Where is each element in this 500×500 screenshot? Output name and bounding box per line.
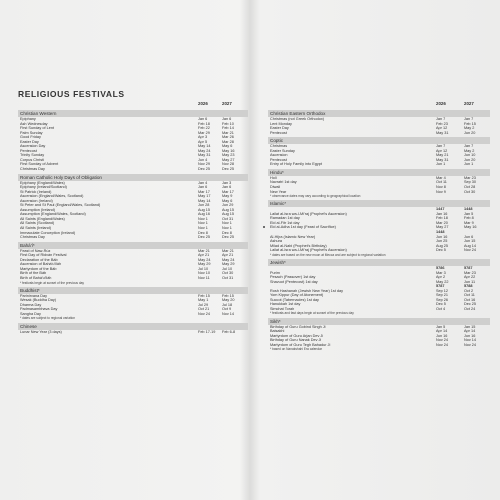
date-year-b: Jun 10: [464, 153, 476, 158]
date-year-b: Oct 31: [222, 216, 234, 221]
festival-name: Epiphany (England/Wales): [20, 180, 65, 185]
date-year-b: Jan 6: [222, 185, 232, 190]
date-year-a: Sep 26: [436, 297, 449, 302]
festival-name: Sangha Day: [20, 311, 41, 316]
date-year-a: May 24: [198, 257, 211, 262]
date-year-a: Mar 3: [436, 270, 446, 275]
festival-row: [18, 312, 248, 317]
date-year-b: Feb 6-8: [222, 329, 236, 334]
date-year-a: Nov 9: [436, 189, 446, 194]
festival-name: Assumption (England/Wales, Scotland): [20, 212, 86, 217]
festival-section: [18, 174, 248, 240]
date-year-b: May 6: [222, 144, 233, 149]
date-year-a: 5786: [436, 265, 445, 270]
date-year-a: Nov 24: [436, 342, 449, 347]
festival-name: All Saints (England/Wales): [20, 216, 65, 221]
date-year-a: Aug 16: [198, 212, 211, 217]
festival-section: [18, 110, 248, 172]
date-year-b: Feb 10: [222, 121, 234, 126]
section-header: Hindu*: [268, 169, 490, 176]
festival-name: Holi: [270, 175, 277, 180]
festival-name: Easter Day: [270, 126, 289, 131]
date-year-b: Mar 21: [222, 248, 234, 253]
festival-name: Padmasambhava Day: [20, 307, 58, 312]
date-year-b: Jun 11: [464, 279, 476, 284]
festival-name: Epiphany: [20, 117, 36, 121]
date-year-b: Oct 31: [222, 275, 234, 280]
date-year-a: Apr 2: [436, 275, 446, 280]
festival-section: [268, 318, 490, 352]
date-year-a: May 14: [198, 198, 211, 203]
date-year-b: Aug 15: [222, 207, 235, 212]
date-year-b: Aug 14: [464, 243, 477, 248]
festival-name: St Patrick (Ireland): [20, 189, 52, 194]
date-year-b: Oct 24: [464, 306, 476, 311]
festival-name: Christmas (not Greek Orthodox): [270, 117, 325, 121]
section-header: Chinese: [18, 323, 248, 330]
date-year-b: 5787: [464, 265, 473, 270]
date-year-a: 1448: [436, 230, 445, 235]
date-year-b: Dec 25: [464, 302, 477, 307]
date-year-a: 1447: [436, 207, 445, 212]
festival-name: Navratri 1st day: [270, 180, 297, 185]
section-footnote: * based on Nanakshahi Era calendar: [270, 347, 322, 352]
date-year-a: Jan 16: [436, 211, 448, 216]
festival-section: [268, 137, 490, 167]
festival-name: Rosh Hashanah (Jewish New Year) 1st day: [270, 288, 344, 293]
section-header: Islamic*: [268, 200, 490, 207]
festival-name: Shavuot (Pentecost) 1st day: [270, 279, 318, 284]
date-year-a: Oct 4: [436, 306, 446, 311]
section-header: Jewish*: [268, 259, 490, 266]
date-year-b: Feb 15: [222, 293, 234, 298]
date-year-b: Apr 21: [222, 253, 234, 258]
date-year-a: Nov 8: [436, 185, 446, 190]
date-year-b: Mar 28: [222, 139, 234, 144]
festival-name: Ascension of Bahá'u'lláh: [20, 262, 62, 267]
festival-name: Ascension (England/Wales, Scotland): [20, 194, 84, 199]
date-year-b: Apr 14: [464, 329, 476, 334]
date-year-a: Mar 17: [198, 189, 210, 194]
date-year-a: Jan 6: [198, 185, 208, 190]
date-year-b: Nov 24: [464, 342, 477, 347]
festival-section: [268, 110, 490, 135]
date-year-a: Feb 15: [198, 293, 210, 298]
date-year-b: May 16: [464, 225, 477, 230]
date-year-a: Oct 11: [436, 180, 447, 185]
date-year-b: Mar 21: [222, 130, 234, 135]
date-year-b: Oct 9: [222, 307, 232, 312]
date-year-a: May 22: [436, 279, 449, 284]
year-a: 2026: [436, 101, 446, 106]
date-year-a: Nov 29: [198, 162, 211, 167]
festival-name: Eid al-Adha 1st day (Feast of Sacrifice): [270, 225, 336, 230]
festival-name: Yom Kippur (Day of Atonement): [270, 293, 324, 298]
festival-name: Eid al-Fitr 1st day: [270, 220, 300, 225]
festival-name: All Saints (Scotland): [20, 221, 55, 226]
date-year-b: Oct 2: [464, 288, 474, 293]
date-year-a: Mar 21: [198, 248, 210, 253]
date-year-a: Jan 5: [436, 324, 446, 329]
festival-name: First Sunday of Advent: [20, 162, 59, 167]
date-year-b: Dec 25: [222, 167, 235, 172]
date-year-a: Jun 1: [436, 162, 446, 167]
date-year-a: Nov 1: [198, 226, 208, 231]
festival-name: Purim: [270, 270, 280, 275]
festival-name: Feast of Naw-Rúz: [20, 248, 51, 253]
festival-row: [268, 190, 490, 195]
date-year-b: May 24: [222, 257, 235, 262]
date-year-b: Nov 14: [464, 338, 477, 343]
date-year-b: Jun 20: [464, 157, 476, 162]
festival-name: Martyrdom of Guru Arjan Dev Ji: [270, 333, 324, 338]
festival-section: [18, 323, 248, 335]
date-year-a: May 31: [436, 130, 449, 135]
date-year-a: Apr 14: [436, 329, 448, 334]
date-year-a: Jan 7: [436, 117, 446, 121]
festival-name: Lunar New Year (3 days): [20, 329, 62, 334]
date-year-a: Apr 12: [436, 126, 448, 131]
festival-name: Birth of the Báb: [20, 271, 47, 276]
festival-row: [268, 131, 490, 136]
date-year-b: May 2: [464, 126, 475, 131]
festival-name: Christmas Day: [20, 235, 45, 240]
festival-name: Christmas Day: [20, 167, 45, 172]
festival-section: [18, 242, 248, 285]
section-footnote: * festivals begin at sunset of the previous day: [20, 280, 84, 285]
date-year-b: Nov 1: [222, 226, 232, 231]
section-header: Coptic: [268, 137, 490, 144]
date-year-a: Aug 15: [198, 207, 211, 212]
date-year-a: May 31: [436, 157, 449, 162]
date-year-a: Nov 24: [198, 311, 211, 316]
section-header: Christian Eastern Orthodox: [268, 110, 490, 117]
festival-name: Immaculate Conception (Ireland): [20, 230, 76, 235]
date-year-a: Dec 5: [436, 302, 446, 307]
festival-name: Ramadan 1st day: [270, 216, 300, 221]
festival-name: Easter Day: [20, 139, 39, 144]
date-year-b: Oct 16: [464, 297, 476, 302]
festival-row: [268, 343, 490, 348]
festival-name: New Year: [270, 189, 287, 194]
left-page: [18, 100, 248, 334]
festival-row: [268, 307, 490, 312]
page-title: RELIGIOUS FESTIVALS: [18, 89, 125, 99]
date-year-b: Jun 20: [464, 130, 476, 135]
date-year-b: Jul 18: [222, 302, 233, 307]
section-footnote: * dates are subject to regional variation: [20, 316, 76, 321]
date-year-a: Jun 4: [198, 157, 208, 162]
year-b: 2027: [464, 101, 474, 106]
festival-name: Epiphany (Ireland/Scotland): [20, 185, 67, 190]
date-year-b: Mar 17: [222, 189, 234, 194]
date-year-a: 5787: [436, 284, 445, 289]
date-year-a: Dec 25: [198, 235, 211, 240]
festival-name: Ash Wednesday: [20, 121, 48, 126]
date-year-b: Jan 15: [464, 324, 476, 329]
date-year-b: Oct 30: [222, 271, 234, 276]
date-year-a: Sep 21: [436, 293, 449, 298]
section-header: Buddhist*: [18, 287, 248, 294]
section-footnote: * festivals and fast days begin at sunset of the previous day: [270, 311, 354, 316]
date-year-a: May 27: [436, 225, 449, 230]
date-year-a: Jul 10: [198, 266, 209, 271]
festival-name: Corpus Christi: [20, 157, 45, 162]
date-year-b: Oct 11: [464, 293, 475, 298]
date-year-b: 1448: [464, 207, 473, 212]
festival-row: [18, 330, 248, 335]
date-year-b: May 27: [222, 157, 235, 162]
date-year-b: Oct 30: [464, 189, 476, 194]
date-year-b: Feb 15: [464, 121, 476, 126]
festival-name: Hanukkah 1st day: [270, 302, 301, 307]
festival-name: Baisakhi: [270, 329, 285, 334]
date-year-b: Sep 30: [464, 180, 477, 185]
date-year-b: Jul 10: [222, 266, 233, 271]
festival-row: [18, 167, 248, 172]
festival-section: [268, 259, 490, 316]
date-year-a: May 17: [198, 194, 211, 199]
date-year-b: May 6: [222, 198, 233, 203]
festival-name: Pesach (Passover) 1st day: [270, 275, 316, 280]
date-year-a: Apr 21: [198, 253, 210, 258]
date-year-a: Feb 17-19: [198, 329, 216, 334]
date-year-a: Feb 18: [436, 216, 448, 221]
section-footnote: * dates are based on the new moon at Mecca and are subject to regional variation: [270, 252, 386, 257]
date-year-a: Mar 29: [198, 130, 210, 135]
date-year-a: Feb 23: [436, 121, 448, 126]
festival-name: All Saints (Ireland): [20, 226, 52, 231]
festival-section: [268, 169, 490, 198]
year-a: 2026: [198, 101, 208, 106]
date-year-b: Jan 6: [222, 117, 232, 121]
date-year-b: Jan 5: [464, 211, 474, 216]
date-year-a: Nov 11: [198, 275, 210, 280]
date-year-b: Feb 14: [222, 126, 234, 131]
date-year-b: May 20: [222, 298, 235, 303]
date-year-a: Jun 16: [436, 333, 448, 338]
festival-name: Lailat al-Isra wa-l-Mi'raj (Prophet's Ascension): [270, 211, 347, 216]
date-year-a: Jun 16: [436, 234, 448, 239]
date-year-b: 5788: [464, 284, 473, 289]
festival-name: Al-Hijra (Islamic New Year): [270, 234, 316, 239]
festival-row: [18, 276, 248, 281]
festival-name: Dharma Day: [20, 302, 42, 307]
date-year-a: May 21: [436, 153, 449, 158]
date-year-a: Nov 1: [198, 216, 208, 221]
date-year-a: Dec 8: [198, 230, 208, 235]
date-year-a: Nov 24: [436, 338, 449, 343]
festival-row: [268, 162, 490, 167]
date-year-a: Dec 5: [436, 248, 446, 253]
date-year-b: Mar 23: [464, 270, 476, 275]
date-year-b: Oct 28: [464, 185, 476, 190]
festival-name: Parinirvana Day: [20, 293, 48, 298]
date-year-b: May 9: [222, 194, 233, 199]
date-year-b: May 16: [222, 148, 235, 153]
festival-name: Lent Monday: [270, 121, 292, 126]
date-year-a: Nov 10: [198, 271, 211, 276]
date-year-a: Mar 4: [436, 175, 446, 180]
date-year-b: Aug 15: [222, 212, 235, 217]
right-page: [268, 100, 490, 352]
date-year-a: Jul 29: [198, 302, 209, 307]
festival-name: Wesak (Buddha Day): [20, 298, 57, 303]
date-year-a: Jun 28: [198, 203, 210, 208]
date-year-a: May 31: [198, 153, 211, 158]
year-b: 2027: [222, 101, 232, 106]
festival-name: Ascension Day: [20, 144, 46, 149]
festival-name: Pentecost: [270, 130, 287, 135]
date-year-a: May 14: [198, 144, 211, 149]
festival-name: Birth of Bahá'u'lláh: [20, 275, 52, 280]
date-year-b: Apr 22: [464, 275, 476, 280]
date-year-b: Nov 28: [222, 162, 235, 167]
festival-name: Ashura: [270, 239, 283, 244]
date-year-b: Jun 6: [464, 234, 474, 239]
date-year-b: May 23: [222, 153, 235, 158]
festival-name: Martyrdom of Guru Tegh Bahadur Ji: [270, 342, 331, 347]
date-year-b: Jun 1: [464, 162, 474, 167]
year-header: [268, 100, 490, 108]
section-header: Christian Western: [18, 110, 248, 117]
festival-name: Good Friday: [20, 135, 41, 140]
date-year-b: Mar 9: [464, 220, 474, 225]
date-year-a: Sep 12: [436, 288, 449, 293]
date-year-a: May 1: [198, 298, 209, 303]
date-year-b: Jan 7: [464, 117, 474, 121]
date-year-a: Apr 12: [436, 148, 448, 153]
date-year-b: Mar 26: [222, 135, 234, 140]
festival-section: [268, 200, 490, 257]
date-year-a: Feb 22: [198, 126, 210, 131]
section-header: Sikh*: [268, 318, 490, 325]
date-year-b: Nov 14: [222, 311, 235, 316]
date-year-a: Aug 25: [436, 243, 449, 248]
festival-name: Diwali: [270, 185, 281, 190]
date-year-b: May 29: [222, 262, 235, 267]
date-year-b: May 2: [464, 148, 475, 153]
date-year-b: Nov 24: [464, 248, 477, 253]
date-year-b: Jan 7: [464, 144, 474, 149]
festival-name: Succot (Tabernacles) 1st day: [270, 297, 319, 302]
festival-name: Easter Sunday: [270, 148, 295, 153]
date-year-a: Apr 5: [198, 139, 208, 144]
festival-row: [18, 235, 248, 240]
date-year-a: Feb 18: [198, 121, 210, 126]
festival-name: Lailat al-Isra wa-l-Mi'raj (Prophet's Ascension): [270, 248, 347, 253]
festival-name: Pentecost: [270, 157, 287, 162]
date-year-a: Mar 20: [436, 220, 448, 225]
year-header: [18, 100, 248, 108]
date-year-a: Apr 3: [198, 135, 208, 140]
page-mark: [263, 226, 265, 228]
festival-name: Christmas: [270, 144, 288, 149]
date-year-b: Nov 1: [222, 221, 232, 226]
festival-name: Declaration of the Báb: [20, 257, 58, 262]
festival-name: Trinity Sunday: [20, 153, 45, 158]
date-year-b: Dec 25: [222, 235, 235, 240]
date-year-a: Oct 21: [198, 307, 210, 312]
festival-name: Ascension: [270, 153, 288, 158]
festival-name: Assumption (Ireland): [20, 207, 56, 212]
festival-name: First Day of Ridván Festival: [20, 253, 67, 258]
date-year-a: Nov 1: [198, 221, 208, 226]
section-footnote: * observance dates may vary according to geographical location: [270, 194, 361, 199]
festival-name: Martyrdom of the Báb: [20, 266, 57, 271]
date-year-a: Dec 25: [198, 167, 211, 172]
festival-name: Birthday of Guru Nanak Dev Ji: [270, 338, 322, 343]
date-year-b: Feb 8: [464, 216, 474, 221]
date-year-b: Mar 23: [464, 175, 476, 180]
festival-name: Entry of Holy Family into Egypt: [270, 162, 322, 167]
festival-name: First Sunday of Lent: [20, 126, 54, 131]
festival-row: [268, 248, 490, 253]
date-year-a: May 24: [198, 148, 211, 153]
festival-section: [18, 287, 248, 321]
date-year-b: Jun 15: [464, 239, 476, 244]
date-year-b: Jun 29: [222, 203, 234, 208]
festival-name: Simchat Torah: [270, 306, 295, 311]
festival-name: Palm Sunday: [20, 130, 43, 135]
date-year-b: Dec 8: [222, 230, 232, 235]
date-year-b: Jan 3: [222, 180, 232, 185]
date-year-a: Jun 25: [436, 239, 448, 244]
festival-name: Ascension (Ireland): [20, 198, 53, 203]
festival-name: Birthday of Guru Gobind Singh Ji: [270, 324, 326, 329]
section-header: Roman Catholic Holy Days of Obligation: [18, 174, 248, 181]
date-year-a: May 29: [198, 262, 211, 267]
festival-name: Milad al-Nabi (Prophet's Birthday): [270, 243, 327, 248]
date-year-a: Jan 7: [436, 144, 446, 149]
festival-name: St Peter and St Paul (England/Wales, Scotland): [20, 203, 101, 208]
date-year-a: Jan 4: [198, 180, 208, 185]
date-year-b: Jun 16: [464, 333, 476, 338]
festival-name: Pentecost: [20, 148, 37, 153]
section-header: Bahá'í*: [18, 242, 248, 249]
date-year-a: Jan 6: [198, 117, 208, 121]
